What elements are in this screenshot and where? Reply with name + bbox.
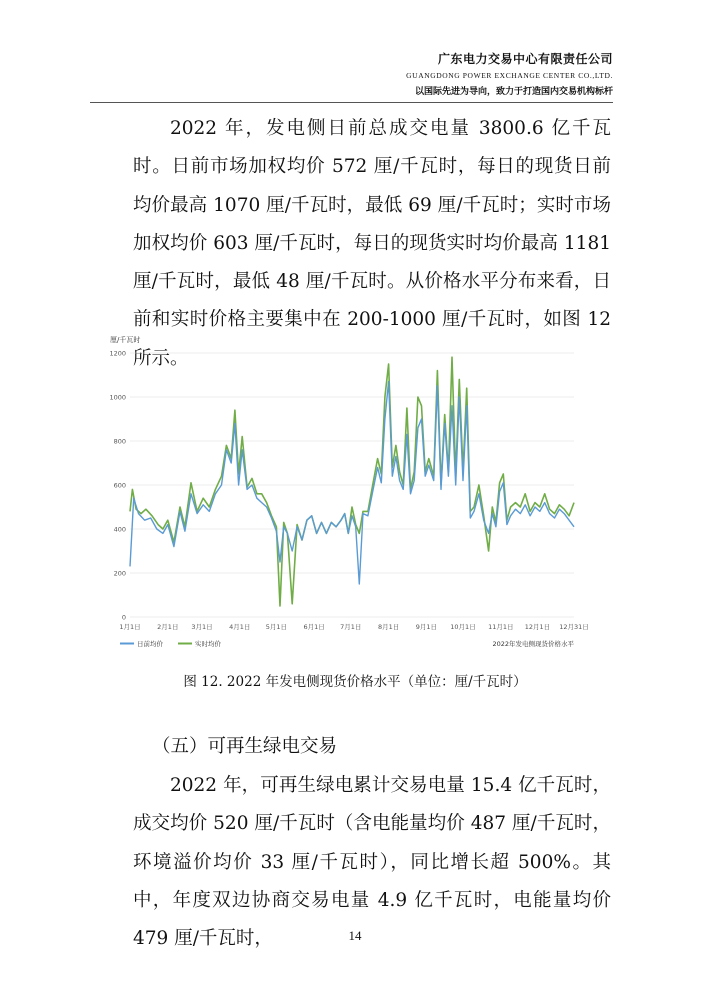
x-tick-label: 1月1日 (119, 623, 141, 631)
y-tick-label: 1200 (109, 349, 126, 358)
header-divider (90, 102, 613, 103)
page-number: 14 (348, 928, 362, 943)
y-tick-label: 600 (113, 481, 126, 490)
page-header (406, 50, 613, 97)
x-tick-label: 10月1日 (450, 623, 476, 631)
x-tick-label: 4月1日 (229, 623, 251, 631)
figure-caption: 图 12. 2022 年发电侧现货价格水平（单位：厘/千瓦时） (183, 674, 527, 690)
legend-label: 日前均价 (137, 640, 163, 648)
series-line-day-ahead (130, 382, 574, 584)
x-tick-label: 12月31日 (559, 623, 589, 631)
legend-label: 实时均价 (195, 640, 221, 648)
x-tick-label: 8月1日 (377, 623, 400, 631)
x-tick-label: 2月1日 (157, 623, 179, 631)
x-tick-label: 12月1日 (524, 623, 551, 631)
company-slogan: 以国际先进为导向，致力于打造国内交易机构标杆 (414, 87, 613, 97)
series-line-real-time (130, 357, 574, 606)
chart-title: 2022年发电侧现货价格水平 (492, 640, 574, 648)
section-title: （五）可再生绿电交易 (152, 736, 338, 757)
price-chart (104, 330, 604, 660)
y-tick-label: 400 (113, 525, 126, 534)
y-axis-label: 厘/千瓦时 (110, 336, 141, 344)
y-tick-label: 1000 (109, 393, 126, 402)
y-tick-label: 800 (113, 437, 126, 446)
x-tick-label: 7月1日 (340, 623, 362, 631)
paragraph-text: 2022 年，可再生绿电累计交易电量 15.4 亿千瓦时，成交均价 520 厘/千瓦时（含电能量均价 487 厘/千瓦时，环境溢价均价 33 厘/千瓦时），同比增长超 500%。其中，年度双边协商交易电量 4.9 亿千瓦时，电能量均价 479 厘/千瓦时， (133, 775, 611, 950)
y-tick-label: 0 (121, 613, 126, 622)
company-name-cn: 广东电力交易中心有限责任公司 (437, 52, 613, 66)
x-tick-label: 6月1日 (303, 623, 325, 631)
x-tick-label: 9月1日 (415, 623, 438, 631)
price-chart-svg (104, 330, 604, 660)
x-tick-label: 5月1日 (265, 623, 288, 631)
y-tick-label: 200 (113, 569, 126, 578)
company-name-en: GUANGDONG POWER EXCHANGE CENTER CO.,LTD. (406, 71, 613, 80)
x-tick-label: 3月1日 (191, 623, 213, 631)
x-tick-label: 11月1日 (488, 623, 514, 631)
paragraph-text: 2022 年，发电侧日前总成交电量 3800.6 亿千瓦时。日前市场加权均价 572 厘/千瓦时，每日的现货日前均价最高 1070 厘/千瓦时，最低 69 厘/千瓦时；实时市场加权均价 603 厘/千瓦时，每日的现货实时均价最高 1181 厘/千瓦时，最低 48 厘/千瓦时。从价格水平分布来看，日前和实时价格主要集中在 200-1000 厘/千瓦时，如图 12 所示。 (133, 118, 611, 369)
